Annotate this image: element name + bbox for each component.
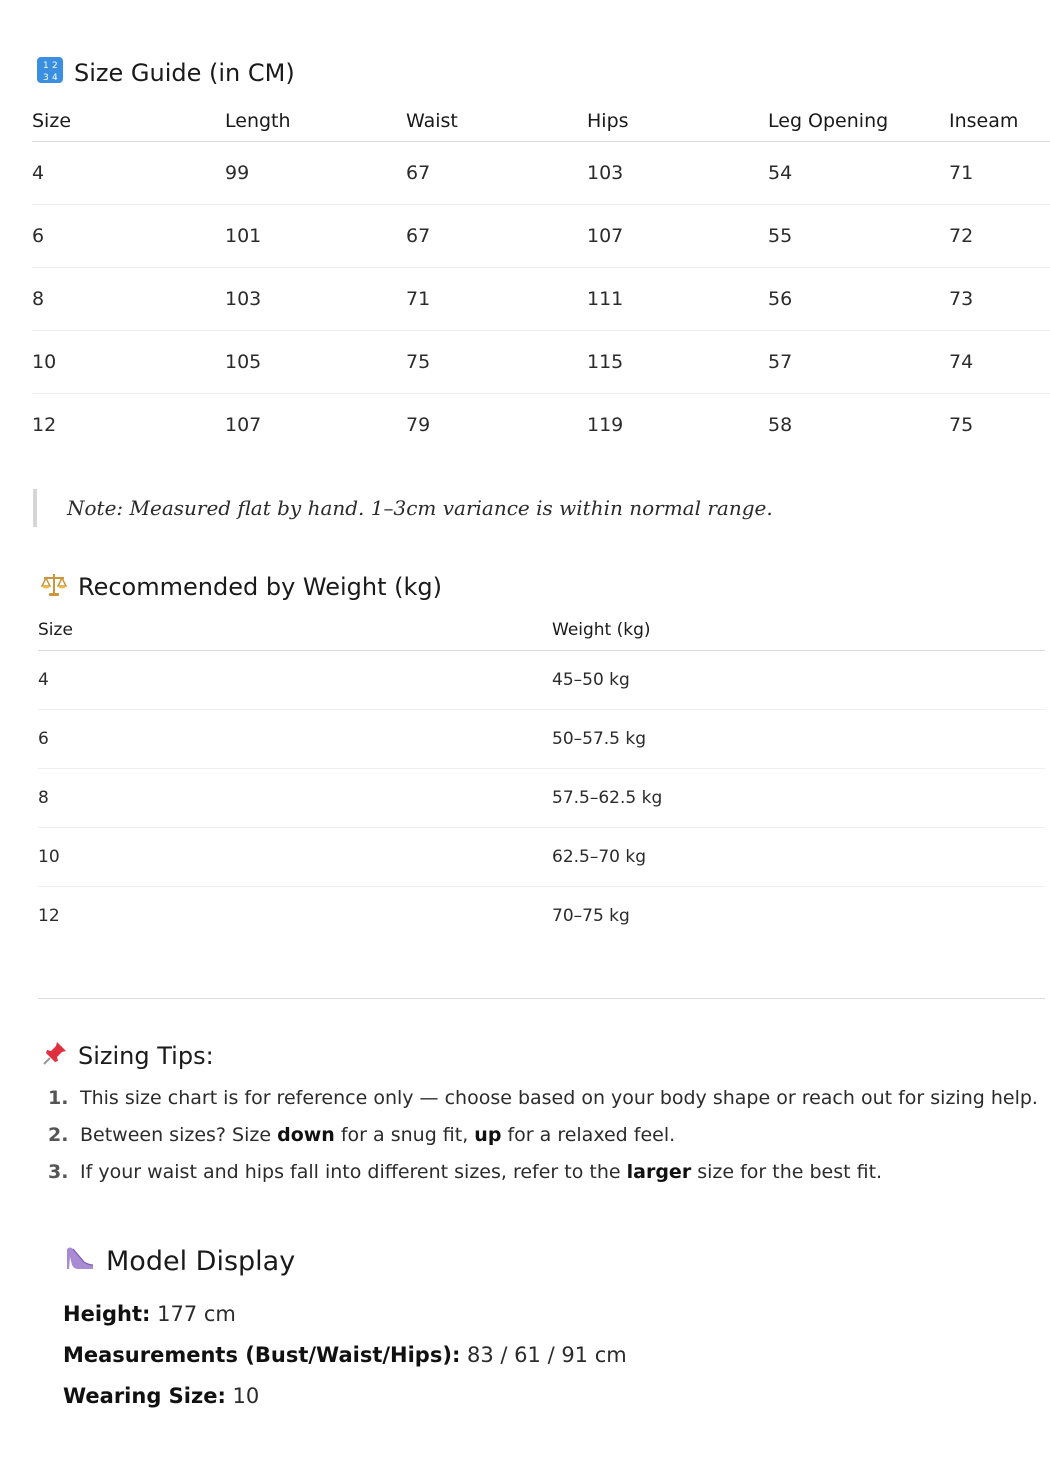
scales-icon <box>40 570 68 604</box>
cell: 101 <box>225 205 406 268</box>
header-inseam: Inseam <box>949 100 1050 142</box>
model-wearing-size: Wearing Size: 10 <box>63 1384 260 1408</box>
cell: 115 <box>587 331 768 394</box>
cell: 70–75 kg <box>552 906 630 926</box>
list-item: 3. If your waist and hips fall into different sizes, refer to the larger size for the best fit. <box>48 1161 883 1183</box>
model-display-title: Model Display <box>64 1243 295 1280</box>
cell: 74 <box>949 331 1050 394</box>
cell: 6 <box>38 710 552 769</box>
table-row <box>32 205 1050 268</box>
table-row <box>32 331 1050 394</box>
header-waist: Waist <box>406 100 587 142</box>
cell: 56 <box>768 268 949 331</box>
cell: 8 <box>38 769 552 828</box>
size-guide-title: 1 2 3 4 Size Guide (in CM) <box>36 56 295 90</box>
model-details <box>63 1294 627 1417</box>
cell: 67 <box>406 205 587 268</box>
cell: 55 <box>768 205 949 268</box>
cell: 73 <box>949 268 1050 331</box>
cell: 75 <box>406 331 587 394</box>
header-leg-opening: Leg Opening <box>768 100 949 142</box>
cell: 103 <box>587 142 768 205</box>
cell: 10 <box>32 331 225 394</box>
cell: 12 <box>38 906 60 926</box>
cell: 6 <box>32 205 225 268</box>
cell: 105 <box>225 331 406 394</box>
cell: 71 <box>949 142 1050 205</box>
header-hips: Hips <box>587 100 768 142</box>
cell: 4 <box>32 142 225 205</box>
cell: 62.5–70 kg <box>552 828 1045 887</box>
list-item: 1. This size chart is for reference only — choose based on your body shape or reach out for sizing help. <box>48 1087 1038 1109</box>
header-size: Size <box>32 100 225 142</box>
cell: 75 <box>949 414 974 436</box>
table-row <box>38 828 1045 887</box>
cell: 119 <box>587 414 624 436</box>
table-row <box>32 394 1050 457</box>
model-height: Height: 177 cm <box>63 1302 236 1326</box>
cell: 99 <box>225 142 406 205</box>
cell: 54 <box>768 142 949 205</box>
high-heel-icon <box>64 1243 96 1280</box>
cell: 72 <box>949 205 1050 268</box>
table-header-row <box>38 610 1045 651</box>
sizing-tips-list <box>48 1080 1038 1191</box>
cell: 45–50 kg <box>552 651 1045 710</box>
model-measurements: Measurements (Bust/Waist/Hips): 83 / 61 / 91 cm <box>63 1343 627 1367</box>
cell: 67 <box>406 142 587 205</box>
cell: 111 <box>587 268 768 331</box>
cell: 4 <box>38 651 552 710</box>
cell: 71 <box>406 268 587 331</box>
input-numbers-icon <box>36 56 64 90</box>
cell: 12 <box>32 414 57 436</box>
size-guide-table <box>32 100 1050 456</box>
cell: 10 <box>38 828 552 887</box>
table-row <box>32 142 1050 205</box>
header-length: Length <box>225 100 406 142</box>
cell: 107 <box>225 414 262 436</box>
table-header-row <box>32 100 1050 142</box>
header-weight: Weight (kg) <box>552 610 1045 651</box>
cell: 57 <box>768 331 949 394</box>
svg-text:1: 1 <box>43 61 49 71</box>
list-item: 2. Between sizes? Size down for a snug fit, up for a relaxed feel. <box>48 1124 676 1146</box>
sizing-tips-title: Sizing Tips: <box>42 1040 214 1072</box>
cell: 57.5–62.5 kg <box>552 769 1045 828</box>
cell: 103 <box>225 268 406 331</box>
cell: 58 <box>768 414 793 436</box>
table-row <box>38 651 1045 710</box>
cell: 107 <box>587 205 768 268</box>
table-row <box>38 887 1045 946</box>
cell: 50–57.5 kg <box>552 710 1045 769</box>
weight-title: Recommended by Weight (kg) <box>40 570 442 604</box>
weight-table <box>38 610 1045 945</box>
table-row <box>38 710 1045 769</box>
cell: 79 <box>406 414 431 436</box>
svg-text:3: 3 <box>43 73 49 83</box>
section-divider <box>38 998 1045 999</box>
svg-text:4: 4 <box>52 73 58 83</box>
table-row <box>38 769 1045 828</box>
cell: 8 <box>32 268 225 331</box>
header-size: Size <box>38 610 552 651</box>
table-row <box>32 268 1050 331</box>
measurement-note: Note: Measured flat by hand. 1–3cm variance is within normal range. <box>33 489 967 527</box>
pushpin-icon <box>42 1040 68 1072</box>
svg-text:2: 2 <box>52 61 58 71</box>
